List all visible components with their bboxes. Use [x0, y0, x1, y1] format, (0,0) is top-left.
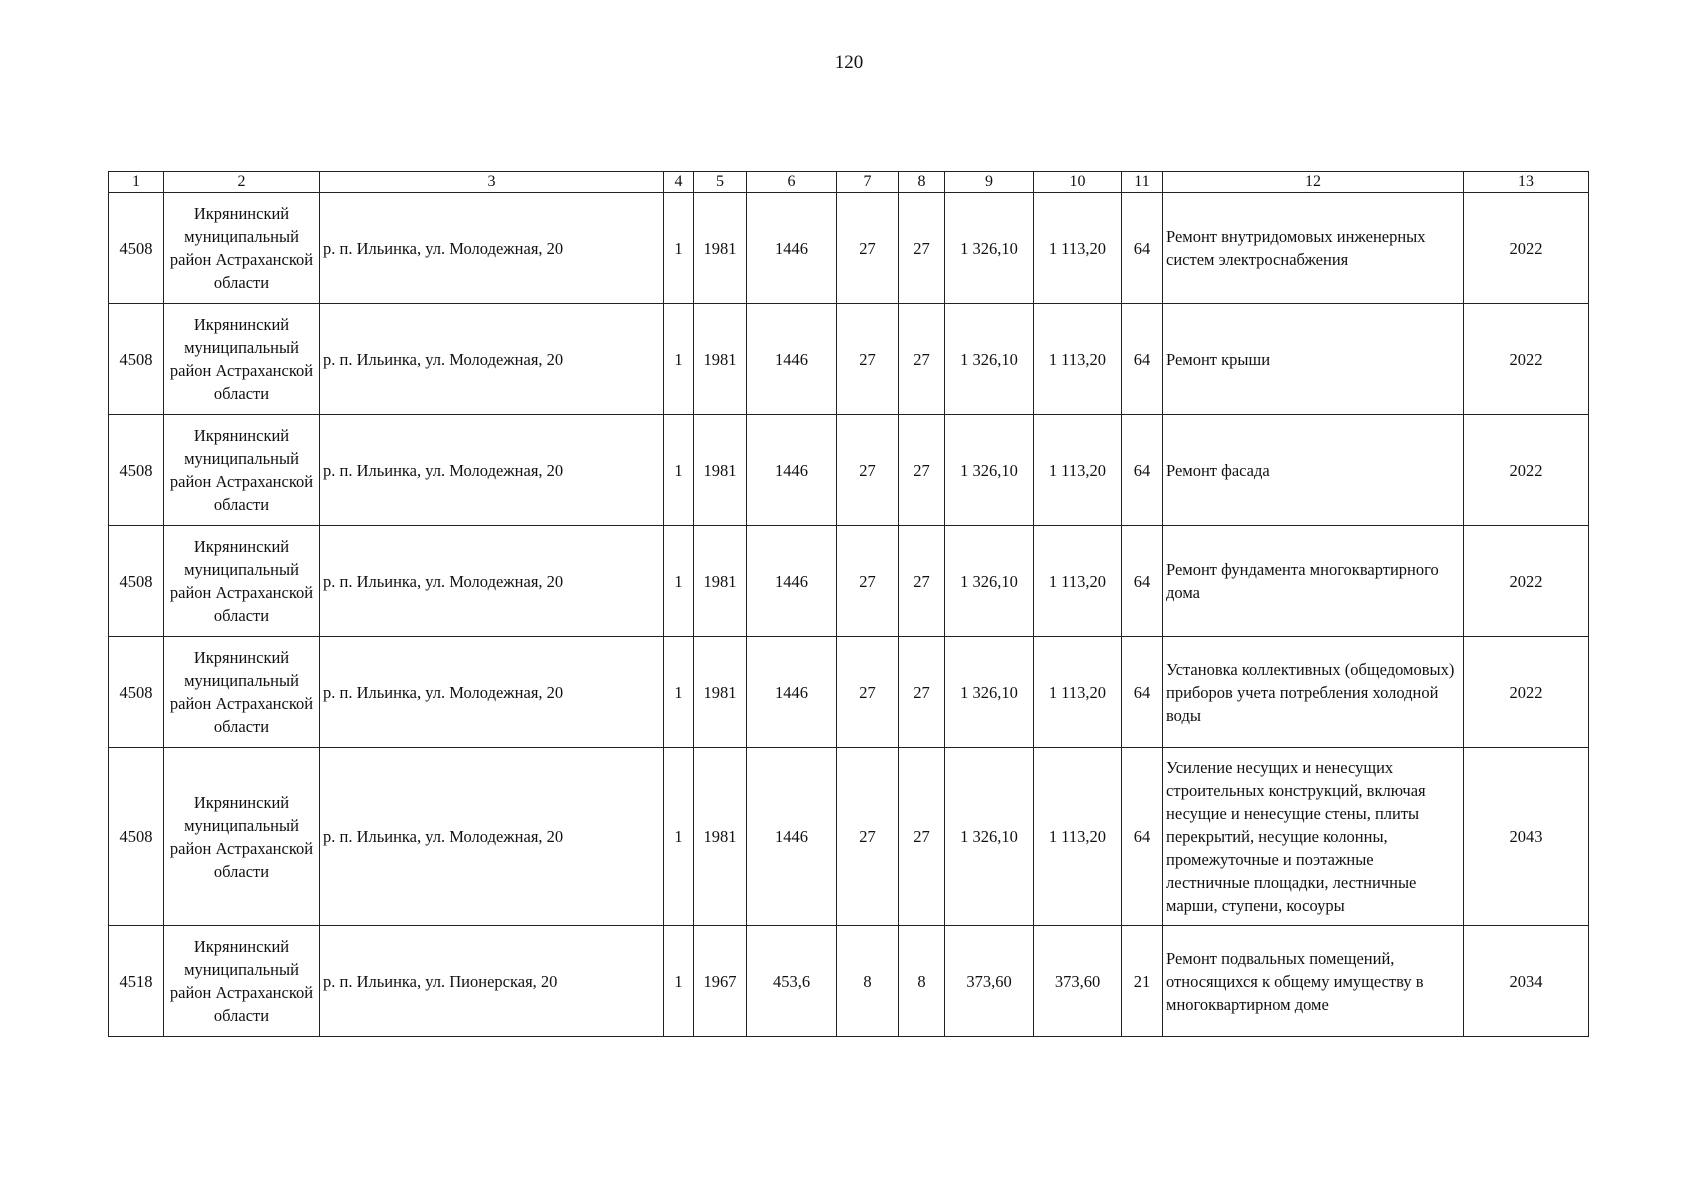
table-row	[109, 526, 1589, 637]
column-header: 10	[1034, 172, 1122, 193]
cell-year: 1981	[694, 304, 747, 415]
column-header: 6	[747, 172, 837, 193]
table-row	[109, 415, 1589, 526]
cell-address: р. п. Ильинка, ул. Молодежная, 20	[320, 526, 664, 637]
cell-col11: 21	[1122, 926, 1163, 1037]
cell-col10: 1 113,20	[1034, 193, 1122, 304]
cell-year: 1981	[694, 748, 747, 926]
cell-col6: 453,6	[747, 926, 837, 1037]
cell-col11: 64	[1122, 637, 1163, 748]
column-header: 12	[1163, 172, 1464, 193]
cell-year: 1981	[694, 193, 747, 304]
cell-plan-year: 2022	[1464, 637, 1589, 748]
cell-id: 4508	[109, 304, 164, 415]
cell-work: Ремонт крыши	[1163, 304, 1464, 415]
page-number: 120	[834, 52, 864, 73]
cell-col7: 27	[837, 748, 899, 926]
cell-col4: 1	[664, 526, 694, 637]
cell-district: Икрянинский муниципальный район Астраханской области	[164, 526, 320, 637]
cell-id: 4518	[109, 926, 164, 1037]
cell-work: Ремонт фундамента многоквартирного дома	[1163, 526, 1464, 637]
cell-district: Икрянинский муниципальный район Астраханской области	[164, 748, 320, 926]
cell-district: Икрянинский муниципальный район Астраханской области	[164, 193, 320, 304]
cell-col6: 1446	[747, 526, 837, 637]
cell-id: 4508	[109, 415, 164, 526]
cell-district: Икрянинский муниципальный район Астраханской области	[164, 926, 320, 1037]
cell-col4: 1	[664, 193, 694, 304]
cell-col8: 27	[899, 748, 945, 926]
cell-col8: 27	[899, 637, 945, 748]
cell-year: 1981	[694, 637, 747, 748]
cell-col9: 1 326,10	[945, 637, 1034, 748]
cell-col9: 1 326,10	[945, 193, 1034, 304]
cell-col10: 1 113,20	[1034, 304, 1122, 415]
cell-year: 1981	[694, 415, 747, 526]
cell-year: 1981	[694, 526, 747, 637]
cell-col4: 1	[664, 415, 694, 526]
cell-col9: 373,60	[945, 926, 1034, 1037]
table-row	[109, 193, 1589, 304]
column-header: 13	[1464, 172, 1589, 193]
cell-col4: 1	[664, 304, 694, 415]
cell-col8: 8	[899, 926, 945, 1037]
cell-address: р. п. Ильинка, ул. Молодежная, 20	[320, 637, 664, 748]
cell-col8: 27	[899, 193, 945, 304]
cell-col7: 27	[837, 304, 899, 415]
column-header: 11	[1122, 172, 1163, 193]
cell-col9: 1 326,10	[945, 304, 1034, 415]
cell-col10: 1 113,20	[1034, 526, 1122, 637]
cell-plan-year: 2022	[1464, 193, 1589, 304]
cell-district: Икрянинский муниципальный район Астраханской области	[164, 304, 320, 415]
cell-col11: 64	[1122, 193, 1163, 304]
cell-col10: 373,60	[1034, 926, 1122, 1037]
cell-col7: 8	[837, 926, 899, 1037]
cell-col7: 27	[837, 526, 899, 637]
cell-col8: 27	[899, 304, 945, 415]
cell-id: 4508	[109, 193, 164, 304]
cell-year: 1967	[694, 926, 747, 1037]
cell-work: Усиление несущих и ненесущих строительных конструкций, включая несущие и ненесущие стены, плиты перекрытий, несущие колонны, промежуточные и поэтажные лестничные площадки, лестничные марши, ступени, косоуры	[1163, 748, 1464, 926]
cell-col9: 1 326,10	[945, 748, 1034, 926]
cell-address: р. п. Ильинка, ул. Молодежная, 20	[320, 415, 664, 526]
cell-col7: 27	[837, 415, 899, 526]
cell-col7: 27	[837, 193, 899, 304]
cell-col7: 27	[837, 637, 899, 748]
cell-plan-year: 2022	[1464, 415, 1589, 526]
registry-table	[108, 171, 1589, 1037]
cell-id: 4508	[109, 637, 164, 748]
cell-col6: 1446	[747, 637, 837, 748]
cell-address: р. п. Ильинка, ул. Пионерская, 20	[320, 926, 664, 1037]
column-header: 4	[664, 172, 694, 193]
table-row	[109, 748, 1589, 926]
cell-col6: 1446	[747, 304, 837, 415]
cell-address: р. п. Ильинка, ул. Молодежная, 20	[320, 193, 664, 304]
cell-col11: 64	[1122, 415, 1163, 526]
cell-col11: 64	[1122, 304, 1163, 415]
table-row	[109, 926, 1589, 1037]
cell-col4: 1	[664, 748, 694, 926]
column-header: 2	[164, 172, 320, 193]
cell-col9: 1 326,10	[945, 415, 1034, 526]
column-header: 8	[899, 172, 945, 193]
cell-col11: 64	[1122, 526, 1163, 637]
table-row	[109, 304, 1589, 415]
table-row	[109, 637, 1589, 748]
cell-district: Икрянинский муниципальный район Астраханской области	[164, 637, 320, 748]
cell-col10: 1 113,20	[1034, 748, 1122, 926]
cell-col9: 1 326,10	[945, 526, 1034, 637]
cell-id: 4508	[109, 748, 164, 926]
cell-work: Ремонт подвальных помещений, относящихся к общему имуществу в многоквартирном доме	[1163, 926, 1464, 1037]
cell-col8: 27	[899, 526, 945, 637]
cell-col6: 1446	[747, 748, 837, 926]
cell-col4: 1	[664, 637, 694, 748]
cell-district: Икрянинский муниципальный район Астраханской области	[164, 415, 320, 526]
cell-col10: 1 113,20	[1034, 415, 1122, 526]
column-header: 5	[694, 172, 747, 193]
cell-address: р. п. Ильинка, ул. Молодежная, 20	[320, 304, 664, 415]
cell-col8: 27	[899, 415, 945, 526]
column-header: 7	[837, 172, 899, 193]
cell-address: р. п. Ильинка, ул. Молодежная, 20	[320, 748, 664, 926]
column-header: 1	[109, 172, 164, 193]
cell-col6: 1446	[747, 415, 837, 526]
cell-col10: 1 113,20	[1034, 637, 1122, 748]
cell-col6: 1446	[747, 193, 837, 304]
cell-id: 4508	[109, 526, 164, 637]
cell-col4: 1	[664, 926, 694, 1037]
cell-work: Установка коллективных (общедомовых) приборов учета потребления холодной воды	[1163, 637, 1464, 748]
column-header: 3	[320, 172, 664, 193]
cell-plan-year: 2022	[1464, 526, 1589, 637]
column-header: 9	[945, 172, 1034, 193]
cell-col11: 64	[1122, 748, 1163, 926]
cell-work: Ремонт внутридомовых инженерных систем электроснабжения	[1163, 193, 1464, 304]
cell-plan-year: 2043	[1464, 748, 1589, 926]
cell-plan-year: 2022	[1464, 304, 1589, 415]
header-row	[109, 172, 1589, 193]
cell-plan-year: 2034	[1464, 926, 1589, 1037]
cell-work: Ремонт фасада	[1163, 415, 1464, 526]
